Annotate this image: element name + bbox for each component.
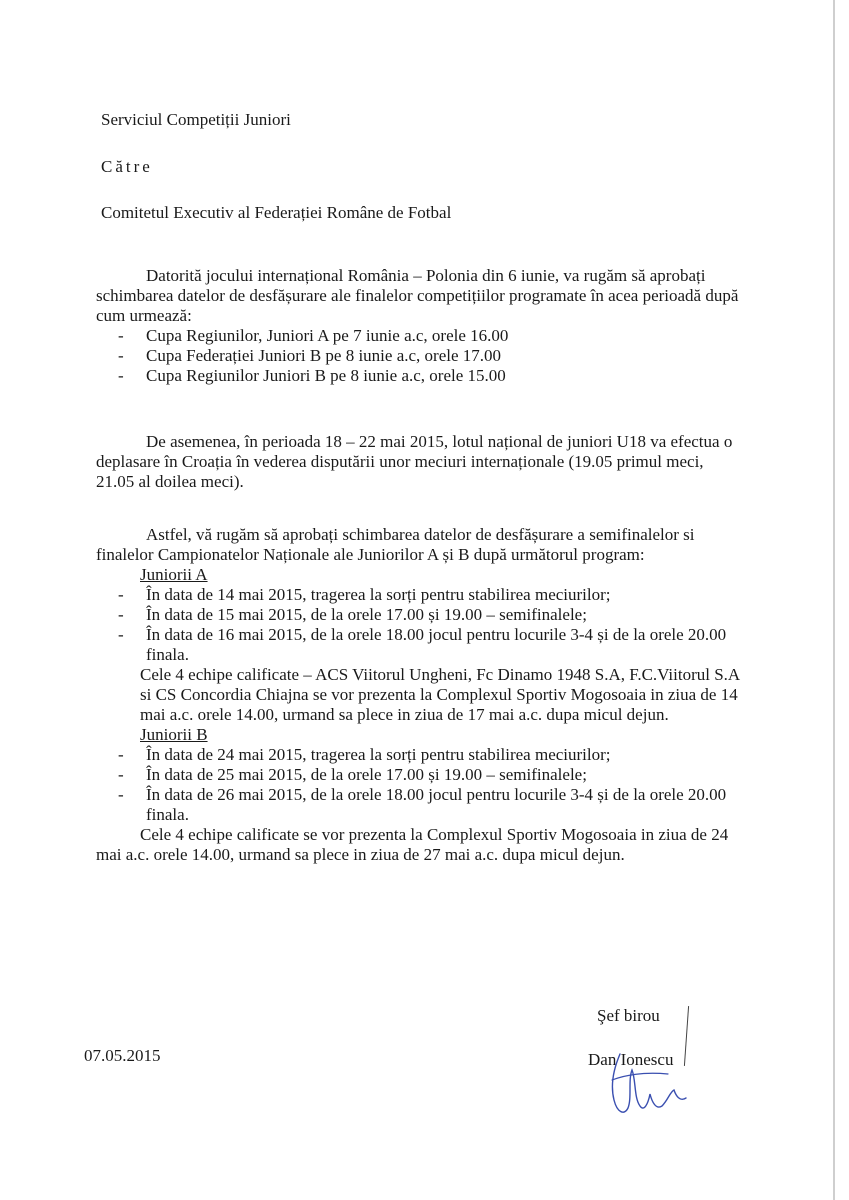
list-item: - În data de 25 mai 2015, de la orele 17.00 și 19.00 – semifinalele; (118, 765, 587, 784)
paragraph-croatia-trip-block (96, 432, 746, 492)
list-item: - În data de 24 mai 2015, tragerea la sorți pentru stabilirea meciurilor; (118, 745, 611, 764)
sender-department: Serviciul Competiții Juniori (101, 110, 291, 129)
paragraph-croatia-trip: De asemenea, în perioada 18 – 22 mai 2015, lotul național de juniori U18 va efectua o deplasare în Croația în vederea disputării unor meciuri internaționale (19.05 primul meci, 21.05 al doilea meci). (96, 432, 733, 491)
signatory-title: Şef birou (597, 1006, 660, 1025)
finals-list (96, 326, 746, 386)
juniori-b-heading: Juniorii B (140, 725, 208, 744)
list-item: - Cupa Regiunilor, Juniori A pe 7 iunie a.c, orele 16.00 (118, 326, 509, 345)
signatory-name: Dan Ionescu (588, 1050, 674, 1069)
juniori-a-list (96, 585, 746, 665)
addressee-label: Către (101, 157, 153, 176)
list-item: - În data de 15 mai 2015, de la orele 17.00 și 19.00 – semifinalele; (118, 605, 587, 624)
juniori-a-heading: Juniorii A (140, 565, 208, 584)
handwritten-signature-icon (598, 1050, 708, 1125)
list-item: - În data de 16 mai 2015, de la orele 18.00 jocul pentru locurile 3-4 și de la orele 20.00 finala. (118, 625, 727, 664)
list-item: - Cupa Federației Juniori B pe 8 iunie a.c, orele 17.00 (118, 346, 502, 365)
recipient: Comitetul Executiv al Federației Române de Fotbal (101, 203, 452, 222)
finals-section (96, 266, 746, 386)
juniori-a-note: Cele 4 echipe calificate – ACS Viitorul Ungheni, Fc Dinamo 1948 S.A, F.C.Viitorul S.A si CS Concordia Chiajna se vor prezenta la Complexul Sportiv Mogosoaia in ziua de 14 mai a.c. orele 14.00, urmand sa plece in ziua de 17 mai a.c. dupa micul dejun. (140, 665, 740, 724)
juniori-b-note: Cele 4 echipe calificate se vor prezenta la Complexul Sportiv Mogosoaia in ziua de 24 mai a.c. orele 14.00, urmand sa plece in ziua de 27 mai a.c. dupa micul dejun. (96, 825, 729, 864)
juniori-b-list (96, 745, 746, 825)
list-item: - În data de 14 mai 2015, tragerea la sorți pentru stabilirea meciurilor; (118, 585, 611, 604)
list-item: - În data de 26 mai 2015, de la orele 18.00 jocul pentru locurile 3-4 și de la orele 20.00 finala. (118, 785, 727, 824)
document-date: 07.05.2015 (84, 1046, 161, 1065)
page-edge-line (833, 0, 835, 1200)
schedule-section (96, 525, 746, 865)
paragraph-schedule-request: Astfel, vă rugăm să aprobați schimbarea datelor de desfășurare a semifinalelor si finalelor Campionatelor Naționale ale Juniorilor A și B după următorul program: (96, 525, 695, 564)
list-item: - Cupa Regiunilor Juniori B pe 8 iunie a.c, orele 15.00 (118, 366, 506, 385)
paragraph-finals-request: Datorită jocului internațional România – Polonia din 6 iunie, va rugăm să aprobați schimbarea datelor de desfășurare ale finalelor competițiilor programate în acea perioadă după cum urmează: (96, 266, 739, 325)
